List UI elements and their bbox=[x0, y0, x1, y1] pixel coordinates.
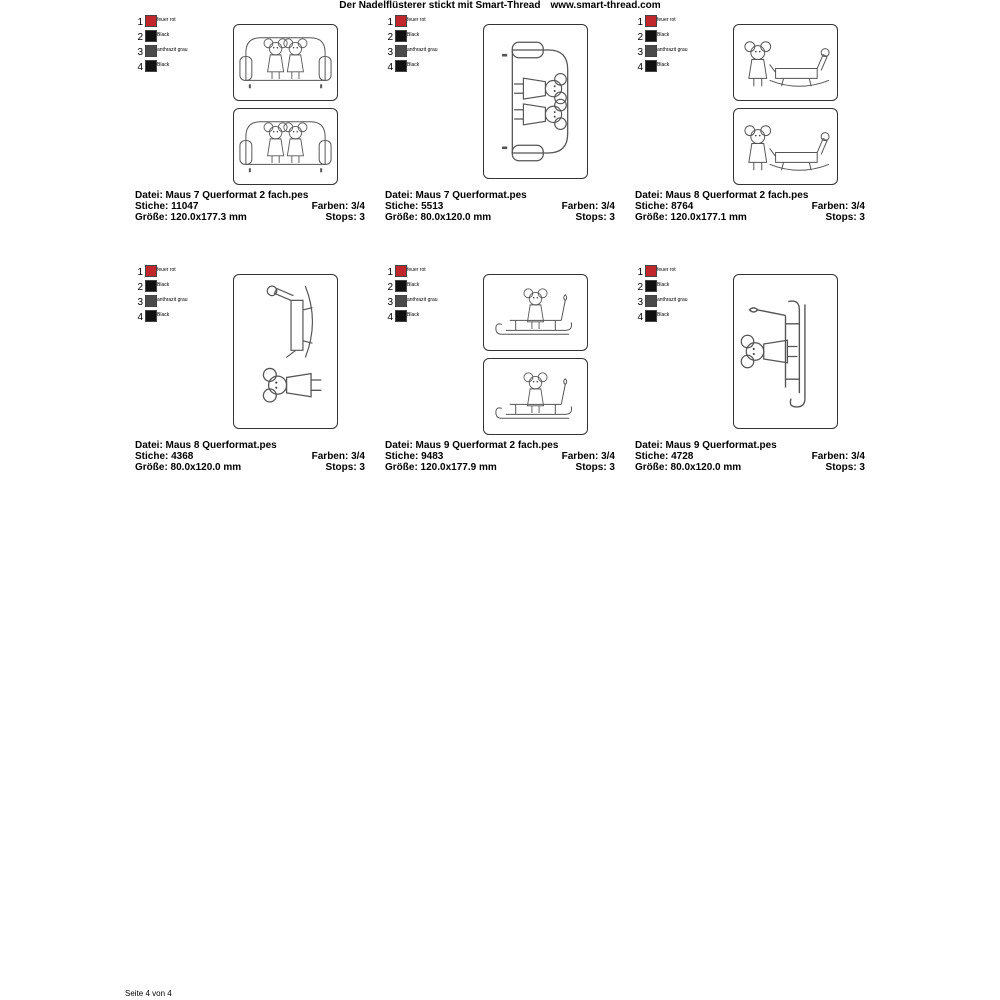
file-name: Datei: Maus 7 Querformat.pes bbox=[385, 190, 527, 201]
design-preview bbox=[733, 274, 838, 429]
design-size: Größe: 80.0x120.0 mm bbox=[385, 212, 492, 223]
color-swatch bbox=[145, 45, 157, 57]
design-preview bbox=[733, 24, 838, 101]
stop-count: Stops: 3 bbox=[825, 212, 865, 223]
design-preview bbox=[233, 24, 338, 101]
color-swatch bbox=[395, 280, 407, 292]
color-count: Farben: 3/4 bbox=[811, 201, 865, 212]
design-card-6 bbox=[635, 265, 865, 495]
color-count: Farben: 3/4 bbox=[811, 451, 865, 462]
stitch-count: Stiche: 8764 bbox=[635, 201, 694, 212]
design-info bbox=[635, 440, 865, 473]
file-name: Datei: Maus 8 Querformat 2 fach.pes bbox=[635, 190, 809, 201]
stitch-count: Stiche: 9483 bbox=[385, 451, 444, 462]
mouse-rocking-horse-illustration bbox=[234, 275, 337, 428]
color-swatch bbox=[145, 280, 157, 292]
stop-count: Stops: 3 bbox=[575, 462, 615, 473]
design-info bbox=[385, 190, 615, 223]
sofa-mice-illustration bbox=[234, 25, 337, 100]
color-palette bbox=[135, 15, 205, 75]
mouse-sled-illustration bbox=[484, 359, 587, 434]
color-swatch bbox=[145, 310, 157, 322]
color-palette: 1 feuer rot 2 Black 3 anthrazit grau 4 Black bbox=[137, 267, 188, 323]
design-info bbox=[385, 440, 615, 473]
design-size: Größe: 120.0x177.1 mm bbox=[635, 212, 747, 223]
color-palette: 1 feuer rot 2 Black 3 anthrazit grau 4 Black bbox=[387, 17, 438, 73]
design-card-4 bbox=[135, 265, 365, 495]
stop-count: Stops: 3 bbox=[575, 212, 615, 223]
design-preview bbox=[483, 274, 588, 351]
color-swatch bbox=[645, 15, 657, 27]
design-info bbox=[135, 190, 365, 223]
file-name: Datei: Maus 7 Querformat 2 fach.pes bbox=[135, 190, 309, 201]
page-number: Seite 4 von 4 bbox=[125, 989, 172, 998]
color-swatch bbox=[645, 280, 657, 292]
stitch-count: Stiche: 5513 bbox=[385, 201, 444, 212]
file-name: Datei: Maus 9 Querformat 2 fach.pes bbox=[385, 440, 559, 451]
stop-count: Stops: 3 bbox=[325, 462, 365, 473]
header-url: www.smart-thread.com bbox=[550, 0, 661, 11]
color-palette: 1 feuer rot 2 Black 3 anthrazit grau 4 Black bbox=[637, 267, 688, 323]
color-row-2: 2 Black bbox=[137, 32, 170, 43]
page-header bbox=[0, 0, 1000, 12]
design-preview bbox=[233, 108, 338, 185]
stop-count: Stops: 3 bbox=[325, 212, 365, 223]
color-count: Farben: 3/4 bbox=[311, 451, 365, 462]
color-swatch bbox=[395, 60, 407, 72]
color-swatch bbox=[645, 45, 657, 57]
design-card-1 bbox=[135, 15, 365, 245]
color-swatch bbox=[645, 310, 657, 322]
stop-count: Stops: 3 bbox=[825, 462, 865, 473]
color-swatch bbox=[145, 15, 157, 27]
color-count: Farben: 3/4 bbox=[561, 451, 615, 462]
file-name: Datei: Maus 9 Querformat.pes bbox=[635, 440, 777, 451]
stitch-count: Stiche: 4728 bbox=[635, 451, 694, 462]
color-row-1: 1 feuer rot bbox=[137, 17, 176, 28]
file-name: Datei: Maus 8 Querformat.pes bbox=[135, 440, 277, 451]
design-preview bbox=[483, 358, 588, 435]
color-swatch bbox=[645, 30, 657, 42]
stitch-count: Stiche: 4368 bbox=[135, 451, 194, 462]
color-swatch bbox=[395, 45, 407, 57]
color-swatch bbox=[145, 60, 157, 72]
color-swatch bbox=[145, 295, 157, 307]
color-swatch bbox=[395, 295, 407, 307]
mouse-sled-illustration bbox=[484, 275, 587, 350]
stitch-count: Stiche: 11047 bbox=[135, 201, 199, 212]
sofa-mice-illustration bbox=[484, 25, 587, 178]
color-swatch bbox=[395, 30, 407, 42]
mouse-sled-illustration bbox=[734, 275, 837, 428]
color-swatch bbox=[645, 60, 657, 72]
color-row-3: 3 anthrazit grau bbox=[137, 47, 188, 58]
design-card-5 bbox=[385, 265, 615, 495]
design-preview bbox=[483, 24, 588, 179]
design-size: Größe: 80.0x120.0 mm bbox=[635, 462, 742, 473]
mouse-rocking-horse-illustration bbox=[734, 25, 837, 100]
design-preview bbox=[733, 108, 838, 185]
sofa-mice-illustration bbox=[234, 109, 337, 184]
color-count: Farben: 3/4 bbox=[311, 201, 365, 212]
design-info bbox=[635, 190, 865, 223]
color-swatch bbox=[145, 30, 157, 42]
color-palette: 1 feuer rot 2 Black 3 anthrazit grau 4 Black bbox=[637, 17, 688, 73]
color-palette: 1 feuer rot 2 Black 3 anthrazit grau 4 Black bbox=[387, 267, 438, 323]
design-size: Größe: 120.0x177.3 mm bbox=[135, 212, 247, 223]
color-swatch bbox=[395, 265, 407, 277]
color-swatch bbox=[395, 310, 407, 322]
color-count: Farben: 3/4 bbox=[561, 201, 615, 212]
design-card-3 bbox=[635, 15, 865, 245]
design-card-2 bbox=[385, 15, 615, 245]
design-preview bbox=[233, 274, 338, 429]
design-size: Größe: 120.0x177.9 mm bbox=[385, 462, 497, 473]
mouse-rocking-horse-illustration bbox=[734, 109, 837, 184]
color-swatch bbox=[145, 265, 157, 277]
color-swatch bbox=[645, 265, 657, 277]
design-size: Größe: 80.0x120.0 mm bbox=[135, 462, 242, 473]
color-row-4: 4 Black bbox=[137, 62, 170, 73]
design-info bbox=[135, 440, 365, 473]
color-swatch bbox=[645, 295, 657, 307]
color-swatch bbox=[395, 15, 407, 27]
header-title: Der Nadelflüsterer stickt mit Smart-Thread bbox=[339, 0, 541, 11]
